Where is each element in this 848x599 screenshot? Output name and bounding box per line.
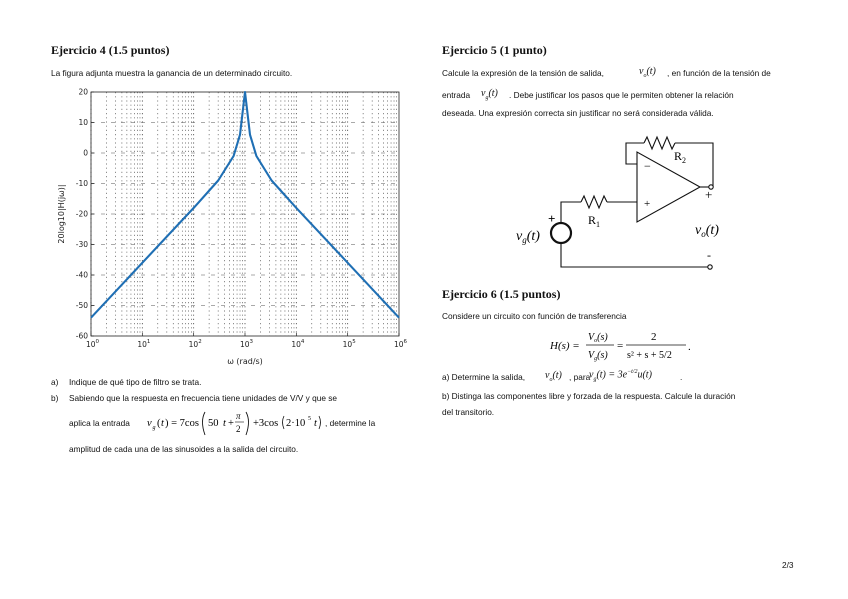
svg-text:t: t bbox=[314, 418, 317, 429]
ex5-text2a: entrada bbox=[442, 90, 471, 100]
tf-end: . bbox=[688, 341, 691, 353]
tf-den1: $V_g(s)$ bbox=[588, 350, 608, 362]
ex6-title: Ejercicio 6 (1.5 puntos) bbox=[442, 287, 561, 301]
svg-text:g: g bbox=[152, 425, 156, 431]
svg-text:2·10: 2·10 bbox=[286, 418, 306, 429]
label-vo: $v_o(t)$ bbox=[695, 223, 719, 239]
svg-text:(: ( bbox=[157, 418, 161, 429]
y-tick-label: -30 bbox=[75, 240, 88, 250]
tf-num2: 2 bbox=[651, 331, 657, 343]
ex5-text3: deseada. Una expresión correcta sin justificar no será considerada válida. bbox=[442, 108, 714, 118]
ex4-intro: La figura adjunta muestra la ganancia de un determinado circuito. bbox=[51, 68, 293, 78]
label-vg: $v_g(t)$ bbox=[516, 229, 540, 245]
x-tick-label: $10^6$ bbox=[394, 339, 408, 349]
x-tick-labels bbox=[86, 339, 408, 349]
page-number: 2/3 bbox=[782, 560, 794, 570]
opamp-plus-input: + bbox=[644, 198, 651, 210]
ex4-title: Ejercicio 4 (1.5 puntos) bbox=[51, 43, 170, 57]
resistor-r1 bbox=[581, 196, 607, 208]
source-plus: + bbox=[548, 211, 556, 226]
ex4-qb-label: b) bbox=[51, 393, 59, 403]
ex5-text1b: , en función de la tensión de bbox=[667, 68, 771, 78]
svg-text:t: t bbox=[223, 418, 226, 429]
ex5-var-vo: $v_o(t)$ bbox=[639, 66, 656, 79]
y-axis-label: 20log10|H(jω)| bbox=[57, 184, 66, 244]
svg-text:+3cos: +3cos bbox=[253, 418, 279, 429]
svg-text:2: 2 bbox=[236, 424, 241, 434]
opamp-circuit bbox=[508, 127, 738, 277]
svg-text:5: 5 bbox=[308, 416, 311, 422]
x-tick-label: $10^2$ bbox=[188, 339, 202, 349]
resistor-r2 bbox=[644, 137, 675, 149]
ex4-qa-text: Indique de qué tipo de filtro se trata. bbox=[69, 377, 202, 387]
svg-text:π: π bbox=[236, 411, 241, 421]
ex4-qb-text1: Sabiendo que la respuesta en frecuencia tiene unidades de V/V y que se bbox=[69, 393, 337, 403]
opamp-minus-input: − bbox=[644, 159, 651, 173]
x-tick-label: $10^3$ bbox=[240, 339, 254, 349]
output-minus: - bbox=[707, 248, 711, 262]
svg-text:t: t bbox=[161, 418, 164, 429]
svg-text:50: 50 bbox=[208, 418, 219, 429]
tf-den2: s² + s + 5/2 bbox=[627, 350, 672, 361]
ex5-var-vg: $v_g(t)$ bbox=[481, 88, 498, 101]
x-tick-label: $10^4$ bbox=[291, 339, 305, 349]
tf-num1: $V_o(s)$ bbox=[588, 332, 608, 344]
tf-lhs: H(s) = bbox=[550, 340, 580, 352]
ex4-qb-text3: amplitud de cada una de las sinusoides a la salida del circuito. bbox=[69, 444, 299, 454]
ex6-qa-end: . bbox=[680, 372, 683, 382]
voltage-source bbox=[551, 223, 571, 243]
ex5-title: Ejercicio 5 (1 punto) bbox=[442, 43, 547, 57]
transfer-function bbox=[548, 327, 698, 363]
svg-text:+: + bbox=[228, 418, 234, 429]
ex5-text1a: Calcule la expresión de la tensión de salida, bbox=[442, 68, 604, 78]
ex6-intro: Considere un circuito con función de transferencia bbox=[442, 311, 627, 321]
y-tick-label: -20 bbox=[75, 209, 88, 219]
ex6-qa-mid: , para bbox=[569, 372, 591, 382]
ex4-input-equation bbox=[147, 404, 347, 438]
x-tick-label: $10^0$ bbox=[86, 339, 100, 349]
ex4-qb-pre: aplica la entrada bbox=[69, 418, 130, 428]
ex6-qa-eq: $v_g(t) = 3e^{-t/2}u(t)$ bbox=[589, 369, 652, 383]
ex6-qa-var: $v_o(t)$ bbox=[545, 370, 562, 383]
y-tick-label: 0 bbox=[83, 148, 88, 158]
x-tick-label: $10^1$ bbox=[137, 339, 151, 349]
label-r1: $R_1$ bbox=[588, 213, 601, 229]
ex4-qb-post: , determine la bbox=[325, 418, 376, 428]
output-plus: + bbox=[705, 187, 713, 202]
bode-magnitude-chart bbox=[54, 84, 410, 370]
ex4-qa-label: a) bbox=[51, 377, 59, 387]
svg-text:v: v bbox=[147, 418, 152, 429]
y-tick-label: -40 bbox=[75, 270, 88, 280]
x-tick-label: $10^5$ bbox=[342, 339, 356, 349]
y-tick-label: 10 bbox=[78, 118, 88, 128]
ex6-qa-pre: a) Determine la salida, bbox=[442, 372, 526, 382]
label-r2: $R_2$ bbox=[674, 149, 687, 165]
svg-text:) = 7cos: ) = 7cos bbox=[165, 418, 199, 429]
chart-grid bbox=[91, 92, 399, 336]
ex6-qb2: del transitorio. bbox=[442, 407, 495, 417]
y-tick-label: -50 bbox=[75, 301, 88, 311]
tf-eq: = bbox=[617, 340, 624, 352]
y-tick-label: -10 bbox=[75, 179, 88, 189]
y-tick-labels bbox=[76, 88, 88, 341]
y-tick-label: -60 bbox=[75, 331, 88, 341]
ex5-text2b: . Debe justificar los pasos que le permiten obtener la relación bbox=[509, 90, 734, 100]
x-axis-label: ω (rad/s) bbox=[227, 357, 263, 366]
y-tick-label: 20 bbox=[78, 87, 88, 97]
ex6-qb1: b) Distinga las componentes libre y forzada de la respuesta. Calcule la duración bbox=[442, 391, 736, 401]
